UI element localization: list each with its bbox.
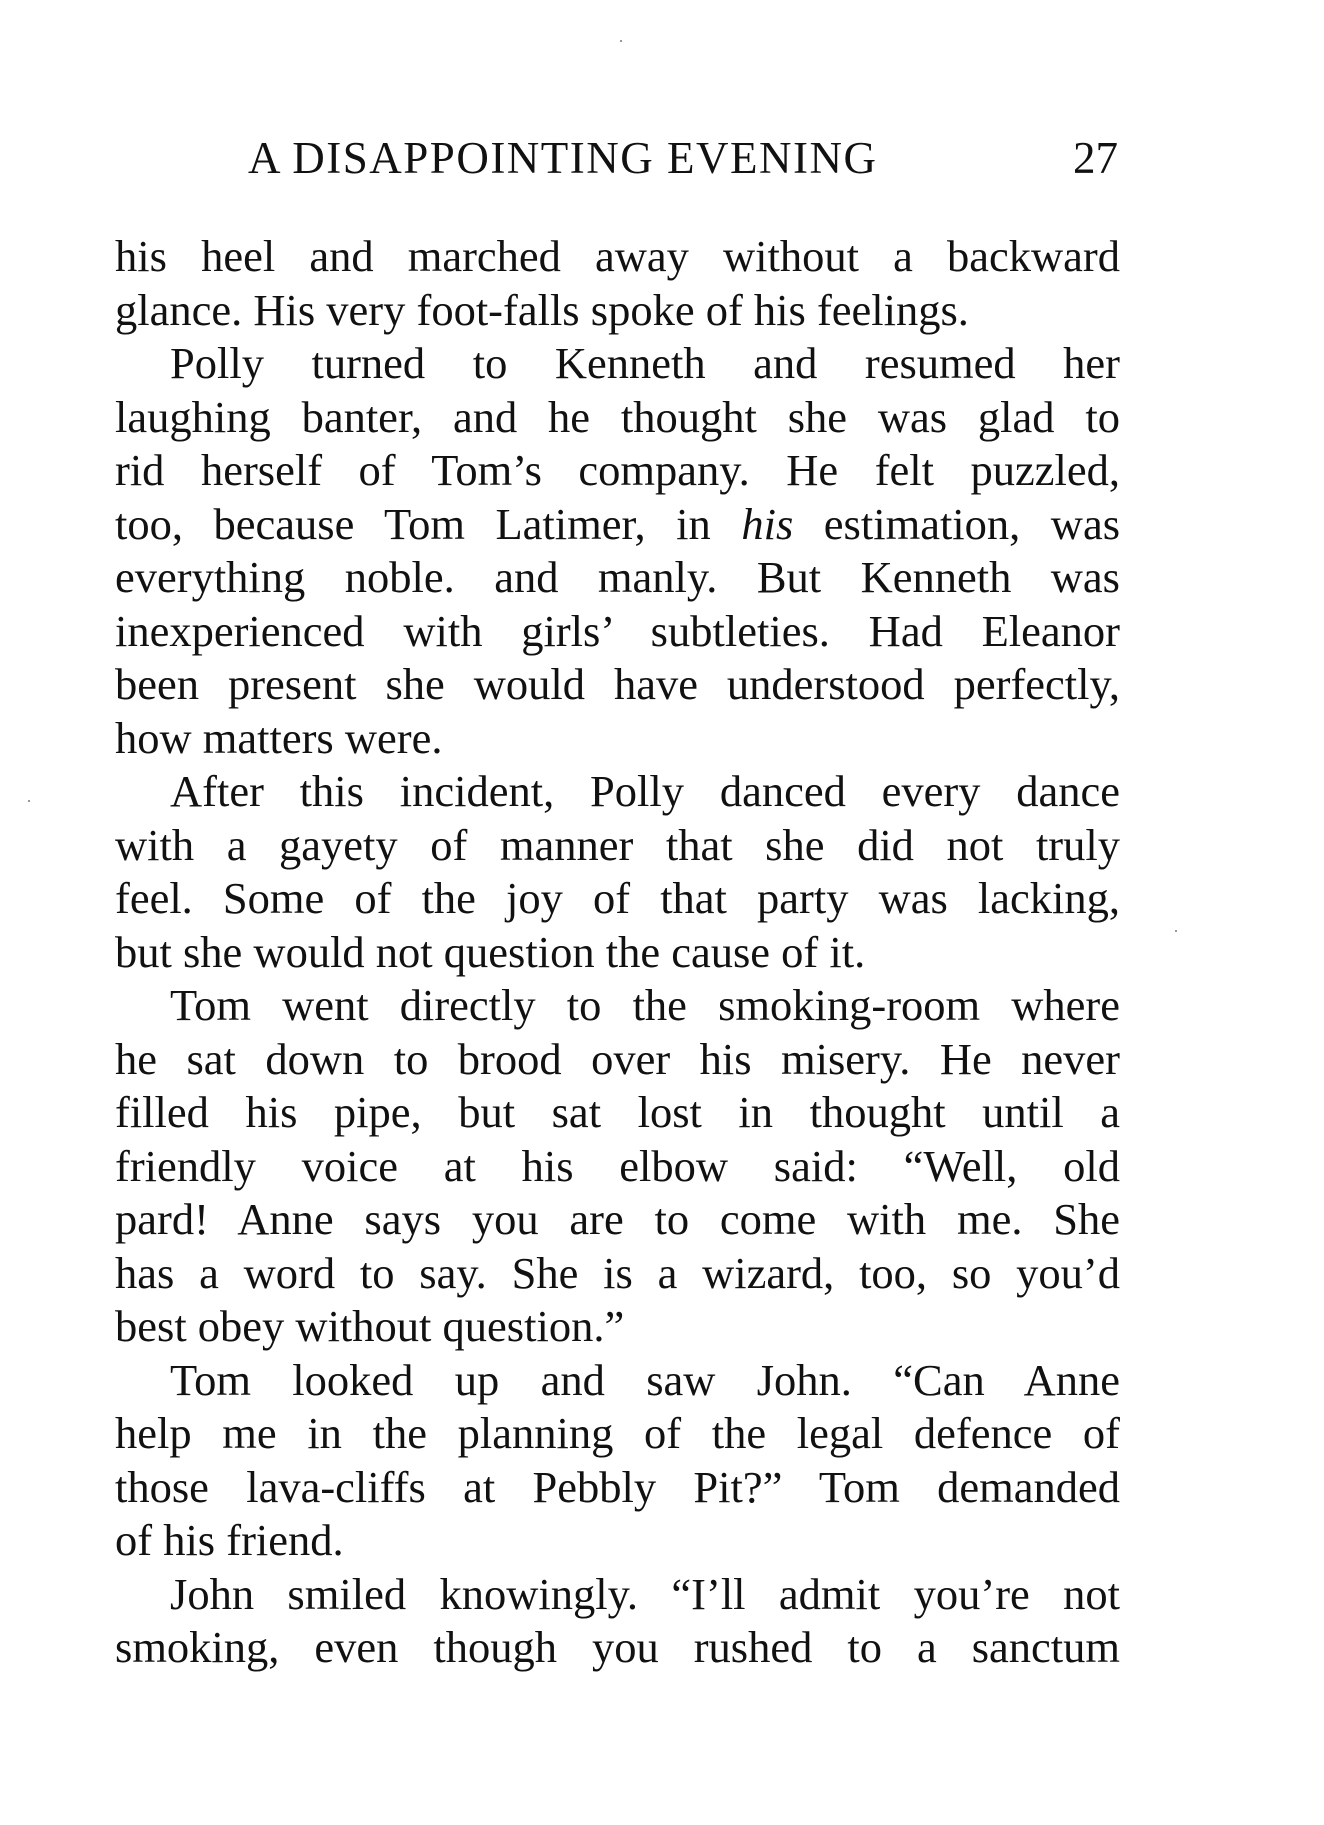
text-line: friendly voice at his elbow said: “Well, old <box>115 1140 1120 1191</box>
scan-speck <box>28 800 30 802</box>
text-line: pard! Anne says you are to come with me. She <box>115 1194 1120 1244</box>
scan-speck <box>620 40 622 42</box>
paragraph <box>115 230 1120 337</box>
text-line: help me in the planning of the legal defence of <box>115 1408 1120 1458</box>
text-line: inexperienced with girls’ subtleties. Had Eleanor <box>115 605 1120 656</box>
text-line: filled his pipe, but sat lost in thought until a <box>115 1087 1120 1137</box>
emphasized-word: his <box>741 498 794 549</box>
text-line: rid herself of Tom’s company. He felt puzzled, <box>115 445 1120 495</box>
text-line: those lava-cliffs at Pebbly Pit?” Tom demanded <box>115 1461 1120 1512</box>
text-line: feel. Some of the joy of that party was lacking, <box>115 873 1120 923</box>
text-line: with a gayety of manner that she did not truly <box>115 819 1120 870</box>
text-line: smoking, even though you rushed to a sanctum <box>115 1622 1120 1672</box>
text-line: of his friend. <box>115 1515 344 1565</box>
paragraph <box>115 1568 1120 1675</box>
text-line: everything noble. and manly. But Kenneth was <box>115 552 1120 602</box>
text-line: laughing banter, and he thought she was glad to <box>115 391 1120 442</box>
text-line: has a word to say. She is a wizard, too, so you’d <box>115 1247 1120 1298</box>
text-line: Polly turned to Kenneth and resumed her <box>170 338 1120 388</box>
running-title: A DISAPPOINTING EVENING <box>248 133 878 183</box>
text-line: his heel and marched away without a backward <box>115 231 1120 281</box>
text-line: too, because Tom Latimer, in his estimation, was <box>115 498 1120 549</box>
text-line: John smiled knowingly. “I’ll admit you’re not <box>170 1568 1120 1619</box>
text-line: Tom went directly to the smoking-room where <box>170 980 1120 1030</box>
paragraph <box>115 337 1120 765</box>
text-line: been present she would have understood perfectly, <box>115 659 1120 709</box>
text-line: glance. His very foot-falls spoke of his feelings. <box>115 284 969 335</box>
page-header <box>248 128 1118 198</box>
text-line: he sat down to brood over his misery. He never <box>115 1033 1120 1084</box>
text-line: After this incident, Polly danced every dance <box>170 766 1120 816</box>
text-line: Tom looked up and saw John. “Can Anne <box>170 1354 1120 1405</box>
text-line: best obey without question.” <box>115 1301 625 1351</box>
page-number: 27 <box>1073 133 1118 183</box>
scan-speck <box>1175 930 1177 932</box>
body-text <box>115 230 1120 1675</box>
paragraph <box>115 1354 1120 1568</box>
paragraph <box>115 765 1120 979</box>
text-line: how matters were. <box>115 712 443 763</box>
paragraph <box>115 979 1120 1354</box>
text-line: but she would not question the cause of it. <box>115 926 866 977</box>
